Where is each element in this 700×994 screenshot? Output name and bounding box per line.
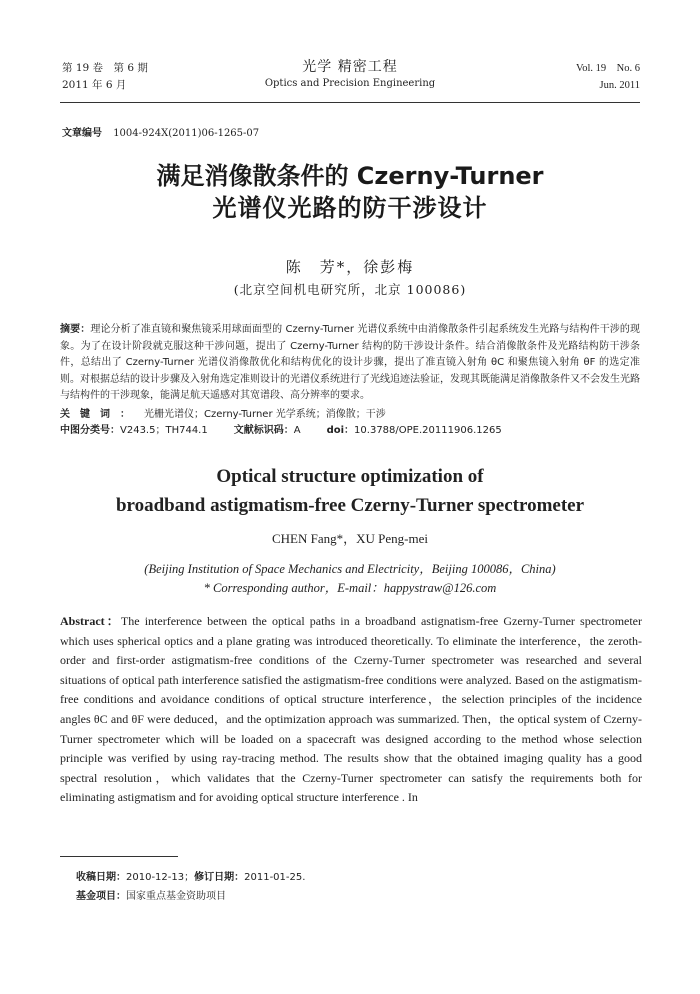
- doc-code-label: 文献标识码：: [233, 425, 294, 436]
- abstract-en-text: The interference between the optical paths in a broadband astignatism-free Gzerny-Turner spectrometer which uses spherical optics and a plane grating was introduced theoretically. To eliminate the interference，the zeroth-order and first-order astigmatism-free conditions of the Czerny-Turner spectrometer was researched and several situations of optical path interference satisfied the astigmatism-free conditions were analyzed. Based on the astigmatism-free conditions and avoidance conditions of optical structure interference，the selection principles of the incidence angles θC and θF were deduced，and the optimization approach was summarized. Then，the optical system of Czerny-Turner spectrometer which will be loaded on a spacecraft was designed according to the method whose selection principle was verified by using ray-tracing method. The results show that the obtained imaging quality has a good spectral resolution，which validates that the Czerny-Turner spectrometer can satisfy the requirements both for eliminating astigmatism and for avoiding optical structure interference . In: [60, 614, 643, 805]
- date-en: Jun. 2011: [599, 80, 640, 91]
- abstract-en-label: Abstract：: [60, 614, 121, 628]
- fund-value: 国家重点基金资助项目: [126, 891, 226, 902]
- abstract-cn: [60, 322, 640, 405]
- keywords-cn-text: 光栅光谱仪；Czerny-Turner 光学系统；消像散；干涉: [144, 409, 386, 420]
- authors-cn: 陈 芳*，徐彭梅: [285, 258, 415, 276]
- keywords-cn: [60, 405, 640, 420]
- journal-name-cn: 光学 精密工程: [302, 59, 398, 75]
- doi-value: 10.3788/OPE.20111906.1265: [354, 425, 502, 436]
- footnote-rule: [60, 856, 178, 857]
- volume-issue-cn: 第 19 卷 第 6 期: [62, 62, 148, 74]
- footnote-dates: [76, 868, 305, 883]
- fund-label: 基金项目：: [76, 891, 126, 902]
- footnote-fund: [76, 887, 226, 902]
- doi-label: doi：: [326, 425, 355, 436]
- header-rule: [60, 102, 640, 103]
- title-en-line2: broadband astigmatism-free Czerny-Turner spectrometer: [115, 495, 585, 516]
- title-en-line1: Optical structure optimization of: [216, 466, 484, 487]
- header-right: [576, 60, 640, 94]
- abstract-cn-label: 摘要：: [60, 324, 91, 335]
- received-value: 2010-12-13；: [126, 872, 195, 883]
- header-left: [62, 60, 148, 94]
- affiliation-en-line1: (Beijing Institution of Space Mechanics and Electricity，Beijing 100086，China): [144, 562, 556, 576]
- affiliation-en: [0, 560, 700, 598]
- corresponding-author: * Corresponding author，E-mail：happystraw@126.com: [203, 581, 497, 595]
- affiliation-cn: (北京空间机电研究所，北京 100086): [233, 282, 467, 297]
- clc-label: 中图分类号：: [60, 425, 120, 436]
- date-cn: 2011 年 6 月: [62, 79, 127, 91]
- article-number-value: 1004-924X(2011)06-1265-07: [113, 128, 260, 139]
- title-cn-line2: 光谱仪光路的防干涉设计: [212, 194, 488, 222]
- keywords-cn-label: 关键词：: [60, 409, 140, 420]
- title-cn-line1: 满足消像散条件的 Czerny-Turner: [156, 162, 544, 190]
- journal-name: [200, 58, 500, 92]
- article-number: [62, 124, 259, 139]
- doc-code-value: A: [293, 425, 301, 436]
- volume-issue-en: Vol. 19 No. 6: [576, 63, 640, 74]
- authors-en: CHEN Fang*，XU Peng-mei: [272, 531, 428, 546]
- classification-line: [60, 421, 640, 436]
- abstract-en: [60, 612, 642, 808]
- title-cn: [0, 160, 700, 224]
- revised-value: 2011-01-25.: [244, 872, 306, 883]
- abstract-cn-text: 理论分析了准直镜和聚焦镜采用球面面型的 Czerny-Turner 光谱仪系统中由消像散条件引起系统发生光路与结构件干涉的现象。为了在设计阶段就克服这种干涉问题，提出了 Czerny-Turner 结构的防干涉设计条件。结合消像散条件及光路结构防干涉条件，总结出了 Czerny-Turner 光谱仪消像散优化和结构优化的设计步骤，提出了准直镜入射角 θC 和聚焦镜入射角 θF 的选定准则。对根据总结的设计步骤及入射角选定准则设计的光谱仪系统进行了光线追迹法验证，发现其既能满足消像散条件又不会发生光路与结构件的干涉现象，能满足航天遥感对其宽谱段、高分辨率的要求。: [60, 324, 641, 401]
- clc-value: V243.5；TH744.1: [120, 425, 208, 436]
- journal-name-en: Optics and Precision Engineering: [264, 78, 436, 89]
- received-label: 收稿日期：: [76, 872, 126, 883]
- title-en: [0, 462, 700, 520]
- revised-label: 修订日期：: [194, 872, 245, 883]
- article-number-label: 文章编号: [62, 128, 102, 139]
